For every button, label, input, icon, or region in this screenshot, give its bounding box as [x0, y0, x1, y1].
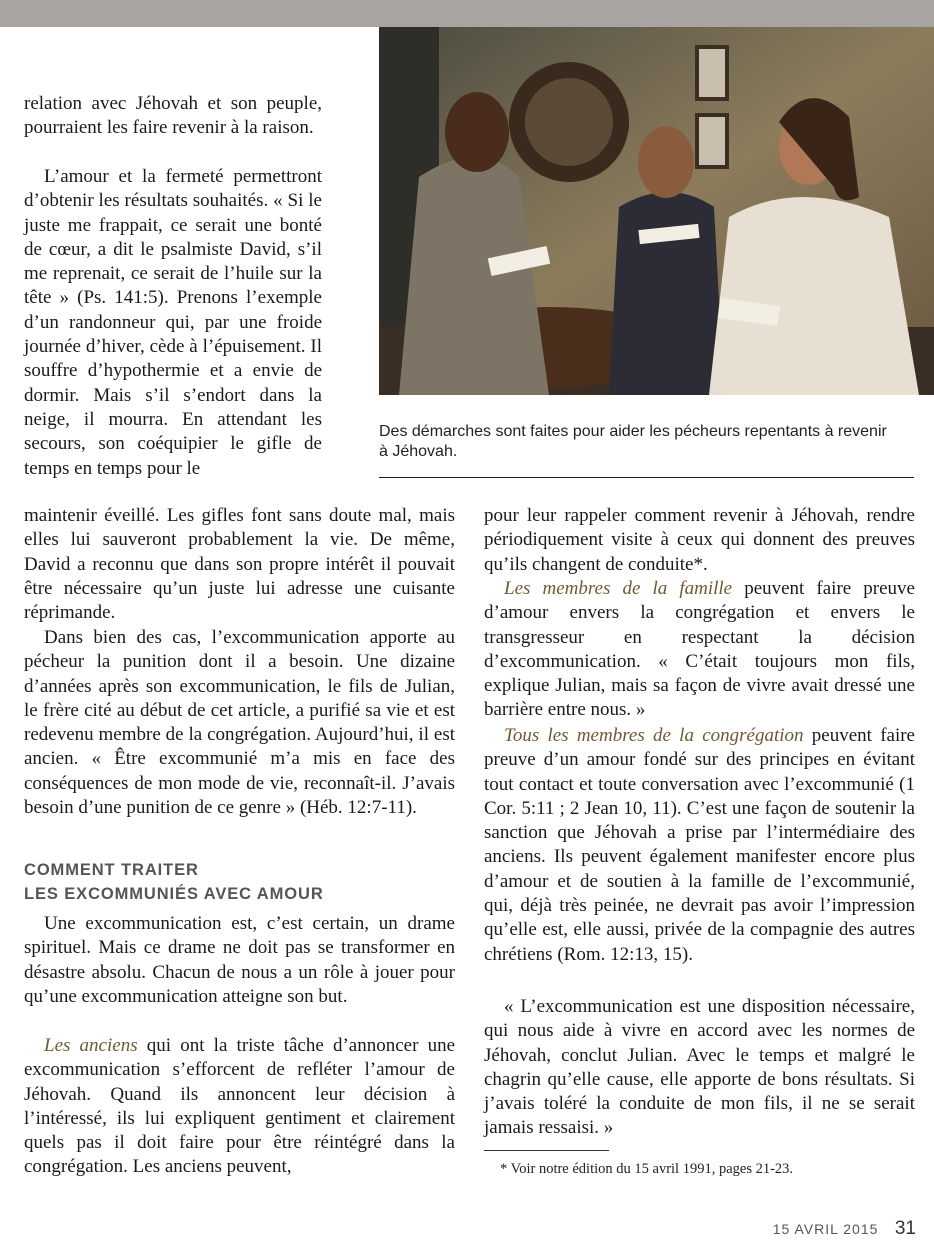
page-footer [773, 1218, 916, 1240]
left-paragraph-2-continued: maintenir éveillé. Les gifles font sans doute mal, mais elles lui sauveront probablement la vie. De même, David a reconnu que dans son propre intérêt il pouvait être nécessaire qu’un juste lui adresse une cuisante réprimande. [24, 505, 455, 624]
right-paragraph-4: « L’excommunication est une disposition nécessaire, qui nous aide à vivre en accord avec les normes de Jéhovah, conclut Julian. Avec le temps et malgré le chagrin qu’elle cause, elle apporte de bons résultats. Si j’avais toléré la conduite de mon fils, il ne se serait jamais ressaisi. » [484, 996, 915, 1139]
section-heading-line-2: LES EXCOMMUNIÉS AVEC AMOUR [24, 885, 324, 903]
issue-date: 15 AVRIL 2015 [772, 1221, 879, 1237]
right-paragraph-1: pour leur rappeler comment revenir à Jéhovah, rendre périodiquement visite à ceux qui donnent des preuves qu’ils changent de conduite*. [484, 505, 915, 575]
photo-icon [379, 27, 934, 395]
elders-text: qui ont la triste tâche d’annoncer une excommunication s’efforcent de refléter l’amour de Jéhovah. Quand ils annoncent leur décision à l’intéressé, ils lui expliquent gentiment et clairement quels pas il doit faire pour être réintégré dans la congrégation. Les anciens peuvent, [24, 1035, 455, 1178]
family-lead: Les membres de la famille [504, 578, 733, 599]
family-text: peuvent faire preuve d’amour envers la congrégation et envers le transgresseur en respectant la décision d’excommunication. « C’était toujours mon fils, explique Julian, mais sa façon de vivre avait dressé une barrière entre nous. » [484, 578, 915, 721]
left-paragraph-4: Une excommunication est, c’est certain, un drame spirituel. Mais ce drame ne doit pas se transformer en désastre absolu. Chacun de nous a un rôle à jouer pour qu’une excommunication atteigne son but. [24, 913, 455, 1007]
left-paragraph-5 [24, 1034, 455, 1180]
page-number: 31 [894, 1218, 916, 1239]
photo-caption: Des démarches sont faites pour aider les pécheurs repentants à revenir à Jéhovah. [379, 423, 887, 460]
right-paragraph-2 [484, 577, 915, 723]
section-heading [24, 858, 464, 906]
footnote: * Voir notre édition du 15 avril 1991, pages 21-23. [500, 1161, 794, 1177]
left-paragraph-2: L’amour et la fermeté permettront d’obtenir les résultats souhaités. « Si le juste me frappait, ce serait une bonté de cœur, a dit le psalmiste David, s’il me reprenait, ce serait de l’huile sur la tête » (Ps. 141:5). Prenons l’exemple d’un randonneur qui, par une froide journée d’hiver, cède à l’épuisement. Il souffre d’hypothermie et a envie de dormir. Mais s’il s’endort dans la neige, il mourra. En attendant les secours, son coéquipier le gifle de temps en temps pour le [24, 166, 322, 479]
caption-divider [379, 477, 914, 478]
congregation-lead: Tous les membres de la congrégation [504, 725, 804, 746]
congregation-text: peuvent faire preuve d’un amour fondé sur des principes en évitant tout contact et toute conversation avec l’excommunié (1 Cor. 5:11 ; 2 Jean 10, 11). C’est une façon de soutenir la sanction que Jéhovah a prise par l’intermédiaire des anciens. Ils peuvent également manifester encore plus d’amour et de soutien à la famille de l’excommunié, qui, déjà très peinée, ne devrait pas avoir l’impression qu’elle est, elle aussi, privée de la compagnie des autres chrétiens (Rom. 12:13, 15). [484, 725, 915, 965]
left-paragraph-1: relation avec Jéhovah et son peuple, pourraient les faire revenir à la raison. [24, 93, 322, 139]
top-bar [0, 0, 934, 27]
section-heading-line-1: COMMENT TRAITER [24, 861, 199, 879]
right-paragraph-3 [484, 724, 915, 967]
left-paragraph-3: Dans bien des cas, l’excommunication apporte au pécheur la punition dont il a besoin. Une dizaine d’années après son excommunication, le fils de Julian, le frère cité au début de cet article, a purifié sa vie et est redevenu membre de la congrégation. Aujourd’hui, il est ancien. « Être excommunié m’a mis en face des conséquences de mon mode de vie, reconnaît-il. J’avais besoin d’une punition de ce genre » (Héb. 12:7-11). [24, 627, 455, 819]
elders-lead: Les anciens [44, 1035, 138, 1056]
footnote-divider [484, 1150, 609, 1151]
article-photo [379, 27, 934, 395]
